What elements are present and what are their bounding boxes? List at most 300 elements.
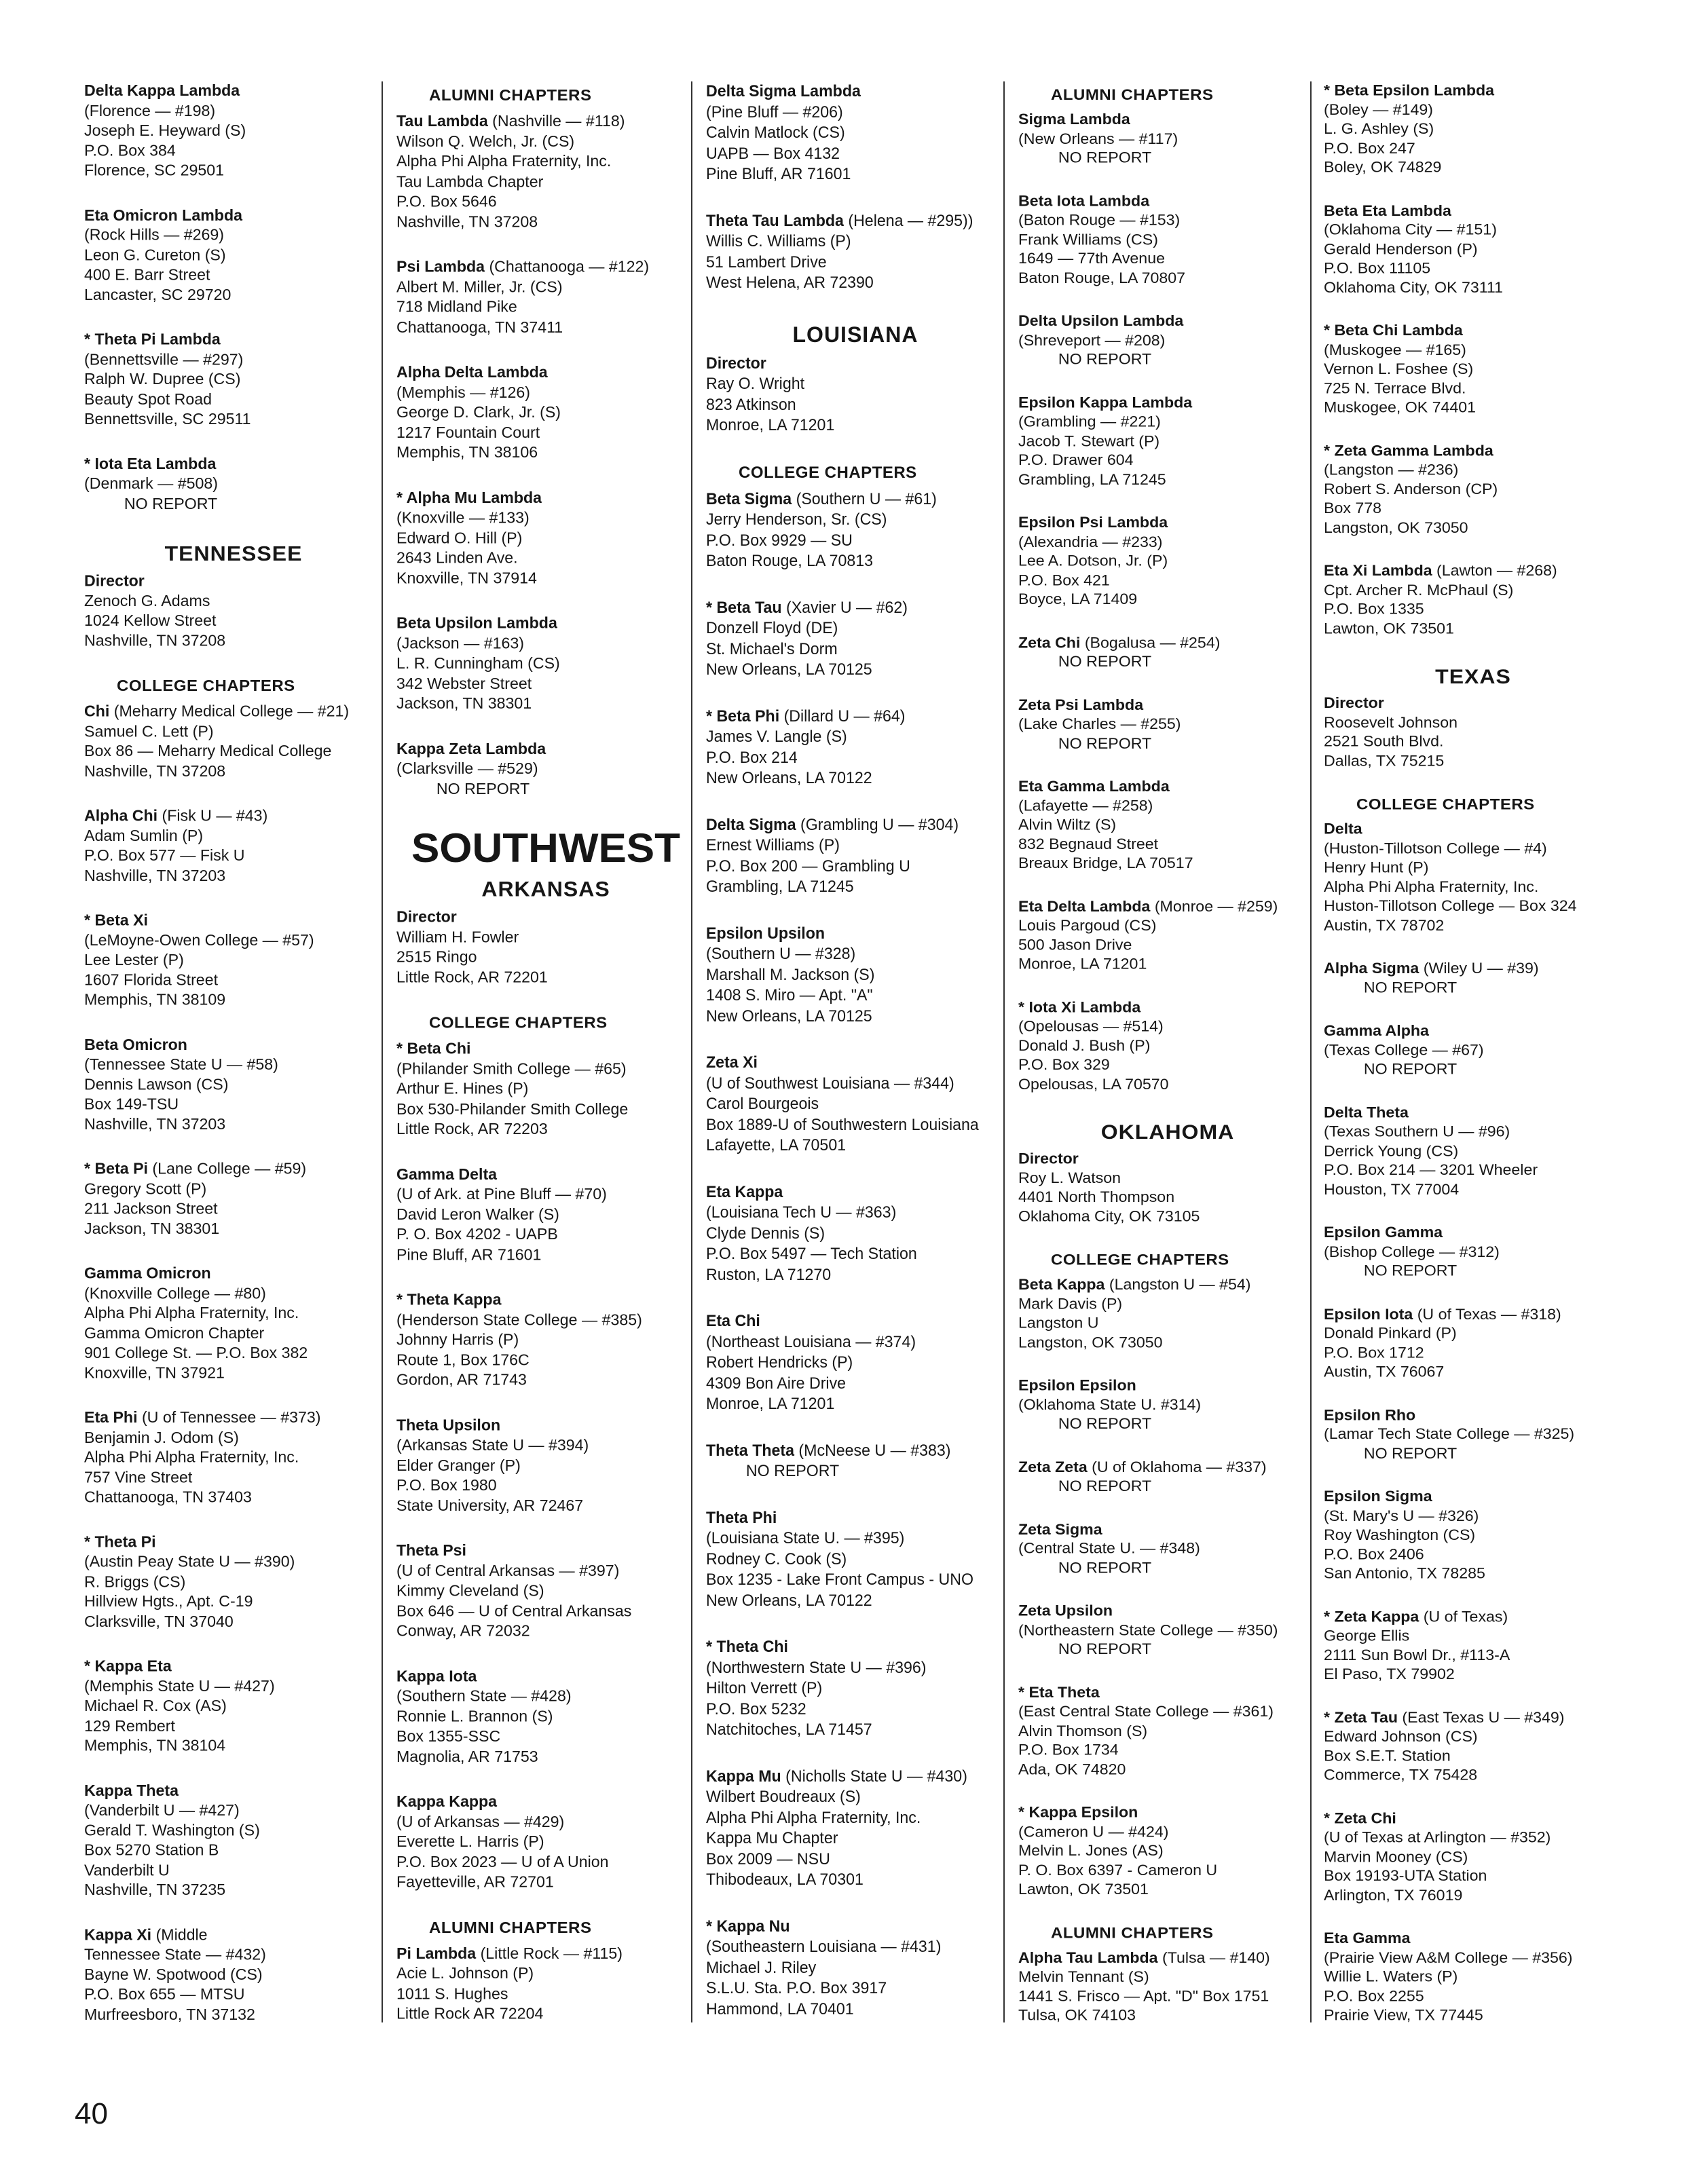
chapter-entry [1324,202,1622,298]
entry-line: Huston-Tillotson College — Box 324 [1324,898,1577,915]
entry-line: Calvin Matlock (CS) [706,124,845,142]
chapter-entry [396,614,695,714]
entry-line: (New Orleans — #117) [1018,130,1178,147]
entry-line: Little Rock, AR 72201 [396,968,548,987]
chapter-entry [1018,696,1317,753]
entry-line: (Langston — #236) [1324,462,1459,479]
region-heading: SOUTHWEST [411,825,681,871]
chapter-entry [1324,1224,1622,1281]
entry-line: Murfreesboro, TN 37132 [84,2006,255,2024]
entry-line: Kimmy Cleveland (S) [396,1582,544,1600]
entry-line: (Cameron U — #424) [1018,1824,1169,1841]
director-entry [1324,694,1622,771]
entry-line: (Boley — #149) [1324,102,1433,119]
chapter-entry [706,211,1005,294]
chapter-name: * Beta Phi [706,707,780,726]
entry-line: Lee Lester (P) [84,952,184,969]
entry-line: (Central State U. — #348) [1018,1541,1200,1558]
entry-line: P.O. Box 2406 [1324,1546,1424,1563]
entry-line: Edward Johnson (CS) [1324,1729,1478,1746]
entry-line: Tulsa, OK 74103 [1018,2007,1136,2024]
no-report-note: NO REPORT [1058,1641,1152,1658]
chapter-name: Kappa Theta [84,1782,179,1800]
entry-line: Pine Bluff, AR 71601 [396,1246,542,1264]
entry-line: P.O. Box 9929 — SU [706,531,853,550]
entry-line: Hilton Verrett (P) [706,1680,823,1697]
entry-line: Box 19193-UTA Station [1324,1868,1487,1885]
chapter-name: * Beta Epsilon Lambda [1324,82,1495,100]
chapter-name: Zeta Sigma [1018,1521,1102,1538]
chapter-entry [706,1767,1005,1891]
entry-line: Oklahoma City, OK 73111 [1324,280,1503,297]
chapter-name: * Theta Pi [84,1533,156,1551]
entry-line: Langston, OK 73050 [1018,1334,1163,1351]
chapter-detail: (Xavier U — #62) [781,599,908,617]
entry-line: Albert M. Miller, Jr. (CS) [396,278,563,296]
entry-line: Magnolia, AR 71753 [396,1748,538,1766]
chapter-name: Epsilon Rho [1324,1407,1416,1424]
entry-line: Gerald T. Washington (S) [84,1822,260,1839]
entry-line: Vernon L. Foshee (S) [1324,361,1474,378]
chapter-entry [396,1944,695,2024]
entry-line: (Knoxville — #133) [396,509,530,527]
chapter-entry [1324,562,1622,639]
entry-line: Ralph W. Dupree (CS) [84,371,241,388]
chapter-name: Delta Theta [1324,1104,1409,1121]
director-entry [706,354,1005,436]
no-report-note: NO REPORT [1058,1478,1152,1495]
chapter-name: Gamma Delta [396,1166,498,1184]
entry-line: Wilbert Boudreaux (S) [706,1788,861,1806]
entry-line: Memphis, TN 38104 [84,1737,226,1755]
chapter-name: * Beta Pi [84,1161,148,1178]
entry-line: (Bishop College — #312) [1324,1243,1500,1260]
entry-line: Gerald Henderson (P) [1324,241,1478,258]
chapter-name: Eta Gamma [1324,1930,1411,1947]
chapter-detail: (Meharry Medical College — #21) [109,703,350,721]
entry-line: (Pine Bluff — #206) [706,103,843,121]
entry-line: Acie L. Johnson (P) [396,1965,534,1983]
entry-line: Pine Bluff, AR 71601 [706,166,851,183]
entry-line: Box 1889-U of Southwestern Louisiana [706,1116,979,1134]
section-subheading: COLLEGE CHAPTERS [1051,1251,1229,1269]
chapter-entry [396,1039,695,1140]
chapter-entry [396,1165,695,1265]
chapter-entry [84,1657,383,1756]
entry-line: Henry Hunt (P) [1324,859,1429,876]
entry-line: Benjamin J. Odom (S) [84,1429,239,1447]
chapter-name: * Beta Tau [706,599,782,617]
entry-line: Monroe, LA 71201 [706,417,835,434]
entry-line: 1441 S. Frisco — Apt. "D" Box 1751 [1018,1988,1269,2005]
chapter-entry [396,1667,695,1767]
column-rule [1310,81,1312,2022]
entry-line: Nashville, TN 37203 [84,1116,226,1133]
chapter-entry [706,598,1005,681]
chapter-name: Alpha Tau Lambda [1018,1949,1158,1967]
entry-line: Route 1, Box 176C [396,1351,530,1369]
no-report-note: NO REPORT [1058,735,1152,752]
entry-line: P.O. Box 1712 [1324,1344,1424,1361]
director-label: Director [1018,1150,1079,1167]
chapter-name: Beta Kappa [1018,1277,1105,1294]
entry-line: (U of Texas at Arlington — #352) [1324,1829,1551,1847]
entry-line: Marshall M. Jackson (S) [706,966,875,984]
chapter-detail: (U of Texas) [1419,1608,1508,1625]
entry-line: (St. Mary's U — #326) [1324,1507,1479,1525]
entry-line: (Philander Smith College — #65) [396,1060,627,1078]
entry-line: Ernest Williams (P) [706,837,840,854]
entry-line: Alpha Phi Alpha Fraternity, Inc. [1324,879,1539,896]
entry-line: 51 Lambert Drive [706,253,827,271]
chapter-name: Delta [1324,821,1362,838]
chapter-name: Theta Tau Lambda [706,212,844,230]
entry-line: Nashville, TN 37203 [84,867,226,885]
chapter-entry [1324,1488,1622,1584]
entry-line: 1024 Kellow Street [84,612,217,630]
state-heading: LOUISIANA [792,322,918,347]
chapter-entry [1018,633,1317,672]
entry-line: Baton Rouge, LA 70807 [1018,269,1186,287]
chapter-name: Eta Kappa [706,1183,783,1201]
chapter-detail: (Southern U — #61) [792,490,937,508]
chapter-entry [1324,960,1622,998]
entry-line: Willie L. Waters (P) [1324,1969,1458,1986]
chapter-detail: (Middle [151,1926,208,1944]
entry-line: 2111 Sun Bowl Dr., #113-A [1324,1647,1510,1664]
entry-line: Box S.E.T. Station [1324,1748,1451,1765]
chapter-entry [1018,1683,1317,1780]
chapter-entry [1324,1809,1622,1906]
entry-line: P.O. Box 247 [1324,140,1415,157]
entry-line: 4309 Bon Aire Drive [706,1374,847,1393]
entry-line: Alpha Phi Alpha Fraternity, Inc. [706,1809,921,1827]
chapter-entry [706,707,1005,789]
entry-line: Monroe, LA 71201 [1018,956,1147,973]
chapter-detail: (U of Texas — #318) [1413,1306,1561,1323]
entry-line: (Rock Hills — #269) [84,227,224,244]
chapter-entry [706,1311,1005,1415]
entry-line: Houston, TX 77004 [1324,1181,1460,1199]
entry-line: 823 Atkinson [706,396,796,414]
entry-line: Box 1235 - Lake Front Campus - UNO [706,1571,973,1589]
entry-line: Ronnie L. Brannon (S) [396,1708,553,1726]
entry-line: (Louisiana Tech U — #363) [706,1204,897,1222]
entry-line: 129 Rembert [84,1718,175,1735]
chapter-name: Alpha Chi [84,808,158,825]
chapter-name: Zeta Upsilon [1018,1603,1113,1620]
entry-line: 718 Midland Pike [396,299,517,316]
entry-line: St. Michael's Dorm [706,640,838,658]
chapter-entry [396,739,695,799]
section-subheading: COLLEGE CHAPTERS [429,1014,608,1032]
entry-line: Bennettsville, SC 29511 [84,411,251,428]
entry-line: James V. Langle (S) [706,728,847,746]
chapter-name: Zeta Zeta [1018,1459,1088,1476]
chapter-entry [1018,1458,1317,1496]
chapter-entry [1018,1520,1317,1578]
entry-line: L. G. Ashley (S) [1324,121,1434,138]
entry-line: (Knoxville College — #80) [84,1285,266,1302]
chapter-name: Zeta Xi [706,1054,758,1072]
section-subheading: COLLEGE CHAPTERS [739,463,917,482]
chapter-entry [706,489,1005,572]
entry-line: Lancaster, SC 29720 [84,286,231,304]
section-subheading: ALUMNI CHAPTERS [1051,1924,1214,1942]
entry-line: Derrick Young (CS) [1324,1143,1459,1160]
entry-line: Memphis, TN 38109 [84,992,226,1009]
column-rule [691,81,692,2022]
entry-line: Lafayette, LA 70501 [706,1137,847,1154]
entry-line: Box 86 — Meharry Medical College [84,743,332,760]
entry-line: P.O. Box 1335 [1324,601,1424,618]
entry-line: West Helena, AR 72390 [706,274,874,292]
chapter-name: Eta Delta Lambda [1018,899,1151,916]
chapter-name: Beta Iota Lambda [1018,193,1150,210]
entry-line: (Northeast Louisiana — #374) [706,1333,916,1351]
entry-line: (U of Arkansas — #429) [396,1813,565,1831]
entry-line: Lee A. Dotson, Jr. (P) [1018,553,1168,570]
entry-line: 1011 S. Hughes [396,1985,508,2003]
no-report-note: NO REPORT [1363,1445,1458,1463]
chapter-name: Theta Theta [706,1442,794,1460]
entry-line: Gamma Omicron Chapter [84,1325,265,1342]
chapter-name: Theta Psi [396,1542,466,1560]
chapter-detail: (Grambling U — #304) [796,816,959,834]
state-heading: TEXAS [1435,664,1511,688]
entry-line: (Oklahoma State U. #314) [1018,1397,1202,1414]
entry-line: Dallas, TX 75215 [1324,753,1445,770]
chapter-entry [1018,897,1317,974]
entry-line: Joseph E. Heyward (S) [84,122,246,140]
entry-line: New Orleans, LA 70122 [706,770,872,787]
entry-line: Rodney C. Cook (S) [706,1550,847,1568]
entry-line: (Oklahoma City — #151) [1324,222,1497,239]
entry-line: Roosevelt Johnson [1324,714,1458,731]
entry-line: Florence, SC 29501 [84,162,225,180]
entry-line: 1408 S. Miro — Apt. "A" [706,987,873,1004]
entry-line: Nashville, TN 37235 [84,1881,226,1899]
chapter-detail: (Wiley U — #39) [1419,960,1539,977]
entry-line: Lawton, OK 73501 [1324,620,1454,637]
chapter-entry [396,1792,695,1893]
entry-line: Grambling, LA 71245 [706,878,854,896]
entry-line: Marvin Mooney (CS) [1324,1849,1468,1866]
entry-line: Baton Rouge, LA 70813 [706,552,874,570]
entry-line: Arlington, TX 76019 [1324,1887,1463,1904]
entry-line: Jerry Henderson, Sr. (CS) [706,511,887,529]
entry-line: Alpha Phi Alpha Fraternity, Inc. [84,1449,299,1467]
chapter-name: * Iota Eta Lambda [84,455,217,473]
director-label: Director [1324,695,1384,712]
chapter-name: Delta Sigma Lambda [706,83,861,100]
chapter-detail: (Langston U — #54) [1105,1277,1251,1294]
chapter-entry [1324,1608,1622,1684]
entry-line: Commerce, TX 75428 [1324,1767,1478,1784]
chapter-entry [84,1035,383,1135]
director-label: Director [84,573,145,590]
entry-line: Melvin Tennant (S) [1018,1969,1149,1986]
column-2 [396,81,695,2050]
page-number: 40 [75,2097,108,2130]
chapter-name: Alpha Sigma [1324,960,1419,977]
entry-line: 725 N. Terrace Blvd. [1324,380,1466,397]
entry-line: Samuel C. Lett (P) [84,723,214,740]
chapter-name: Eta Phi [84,1409,138,1427]
chapter-name: Sigma Lambda [1018,111,1130,128]
entry-line: P.O. Box 577 — Fisk U [84,847,245,865]
entry-line: P. O. Box 6397 - Cameron U [1018,1862,1218,1879]
entry-line: Michael J. Riley [706,1959,817,1977]
column-rule [382,81,383,2022]
entry-line: Nashville, TN 37208 [396,213,538,231]
chapter-entry [706,924,1005,1028]
chapter-detail: (U of Tennessee — #373) [137,1409,321,1427]
entry-line: (Grambling — #221) [1018,413,1161,431]
entry-line: Gregory Scott (P) [84,1180,207,1198]
entry-line: P.O. Box 11105 [1324,260,1431,277]
entry-line: New Orleans, LA 70125 [706,1007,872,1025]
chapter-entry [1324,1708,1622,1785]
entry-line: (Huston-Tillotson College — #4) [1324,840,1547,857]
entry-line: (Southern State — #428) [396,1688,572,1706]
entry-line: Cpt. Archer R. McPhaul (S) [1324,582,1514,599]
chapter-entry [1324,322,1622,418]
entry-line: Edward O. Hill (P) [396,529,523,547]
entry-line: Little Rock AR 72204 [396,2005,544,2023]
chapter-entry [706,1917,1005,2020]
entry-line: Knoxville, TN 37921 [84,1364,225,1382]
chapter-name: * Iota Xi Lambda [1018,999,1141,1016]
entry-line: Ada, OK 74820 [1018,1761,1126,1778]
entry-line: 757 Vine Street [84,1469,193,1486]
no-report-note: NO REPORT [1058,654,1152,671]
chapter-entry [1324,1305,1622,1382]
column-5 [1324,81,1622,2050]
entry-line: Vanderbilt U [84,1862,170,1879]
chapter-entry [706,1637,1005,1741]
entry-line: Leon G. Cureton (S) [84,246,226,264]
state-heading: ARKANSAS [481,877,610,901]
entry-line: P.O. Box 5646 [396,193,497,211]
entry-line: Knoxville, TN 37914 [396,569,537,587]
chapter-name: Epsilon Gamma [1324,1224,1443,1241]
chapter-name: Epsilon Kappa Lambda [1018,394,1193,411]
entry-line: Fayetteville, AR 72701 [396,1873,554,1891]
entry-line: Ruston, LA 71270 [706,1266,832,1284]
chapter-entry [84,1408,383,1508]
entry-line: 400 E. Barr Street [84,267,210,284]
chapter-entry [1324,1104,1622,1200]
entry-line: UAPB — Box 4132 [706,145,840,163]
entry-line: (Denmark — #508) [84,475,218,493]
entry-line: Chattanooga, TN 37411 [396,318,563,337]
chapter-entry [1018,1376,1317,1434]
entry-line: El Paso, TX 79902 [1324,1666,1455,1683]
entry-line: (Lafayette — #258) [1018,797,1153,814]
chapter-entry [84,330,383,430]
entry-line: Michael R. Cox (AS) [84,1697,227,1715]
chapter-name: * Beta Chi [396,1040,471,1058]
chapter-name: Chi [84,703,110,721]
chapter-entry [84,702,383,781]
entry-line: Langston U [1018,1315,1099,1332]
entry-line: Nashville, TN 37208 [84,633,226,650]
state-heading: OKLAHOMA [1100,1121,1235,1144]
entry-line: (Opelousas — #514) [1018,1018,1164,1035]
entry-line: P.O. Box 5497 — Tech Station [706,1245,917,1263]
chapter-name: Pi Lambda [396,1945,477,1963]
entry-line: L. R. Cunningham (CS) [396,655,560,673]
state-heading: TENNESSEE [164,541,303,565]
entry-line: Boley, OK 74829 [1324,159,1442,176]
entry-line: Alvin Wiltz (S) [1018,816,1117,834]
chapter-name: Delta Sigma [706,816,796,834]
no-report-note: NO REPORT [1363,1263,1458,1280]
chapter-entry [1018,514,1317,610]
chapter-name: * Theta Chi [706,1638,788,1656]
entry-line: Austin, TX 76067 [1324,1363,1445,1380]
chapter-entry [1324,1406,1622,1463]
entry-line: Wilson Q. Welch, Jr. (CS) [396,133,575,151]
entry-line: (Arkansas State U — #394) [396,1437,589,1454]
entry-line: Thibodeaux, LA 70301 [706,1871,864,1889]
entry-line: George Ellis [1324,1627,1410,1644]
section-subheading: ALUMNI CHAPTERS [429,1919,592,1937]
entry-line: Lawton, OK 73501 [1018,1881,1149,1898]
entry-line: Nashville, TN 37208 [84,763,226,780]
no-report-note: NO REPORT [1363,1061,1458,1078]
entry-line: Prairie View, TX 77445 [1324,2007,1483,2024]
chapter-entry [396,488,695,588]
chapter-name: * Zeta Kappa [1324,1608,1419,1625]
chapter-entry [1324,1929,1622,2026]
no-report-note: NO REPORT [1058,150,1152,167]
entry-line: (Prairie View A&M College — #356) [1324,1949,1573,1966]
chapter-entry [396,1290,695,1391]
entry-line: Box 149-TSU [84,1096,179,1114]
entry-line: 1607 Florida Street [84,972,219,990]
chapter-name: Epsilon Psi Lambda [1018,514,1168,531]
chapter-name: Eta Gamma Lambda [1018,778,1170,795]
chapter-name: Kappa Zeta Lambda [396,740,546,758]
chapter-entry [706,81,1005,185]
chapter-entry [1018,998,1317,1095]
entry-line: Hammond, LA 70401 [706,2000,854,2018]
chapter-name: * Zeta Gamma Lambda [1324,443,1493,459]
entry-line: Elder Granger (P) [396,1456,521,1475]
chapter-name: Psi Lambda [396,259,485,276]
chapter-entry [1018,312,1317,370]
chapter-name: Epsilon Iota [1324,1306,1413,1323]
entry-line: Opelousas, LA 70570 [1018,1076,1169,1093]
entry-line: (East Central State College — #361) [1018,1703,1274,1720]
section-subheading: COLLEGE CHAPTERS [1356,796,1535,814]
entry-line: (Memphis — #126) [396,383,530,402]
entry-line: (Texas Southern U — #96) [1324,1123,1510,1141]
entry-line: (Northeastern State College — #350) [1018,1622,1278,1639]
entry-line: P.O. Box 5232 [706,1700,806,1718]
entry-line: R. Briggs (CS) [84,1573,186,1591]
chapter-detail: (Fisk U — #43) [157,808,268,825]
entry-line: Arthur E. Hines (P) [396,1080,529,1098]
entry-line: (Memphis State U — #427) [84,1678,275,1695]
chapter-name: Theta Phi [706,1509,777,1527]
entry-line: 2521 South Blvd. [1324,734,1444,751]
director-entry [396,907,695,987]
entry-line: 342 Webster Street [396,675,532,693]
entry-line: 1649 — 77th Avenue [1018,250,1165,267]
